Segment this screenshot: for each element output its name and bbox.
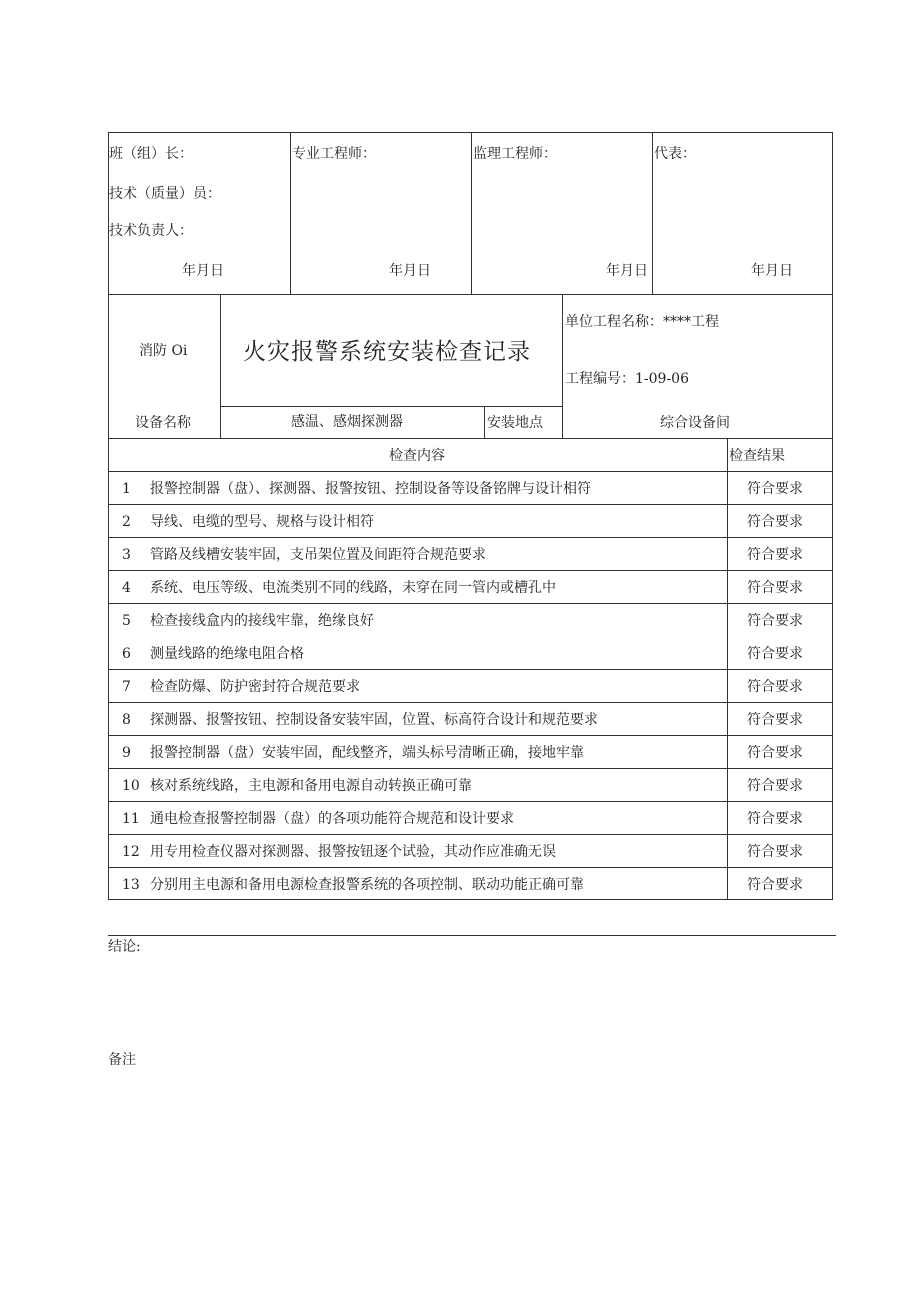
zhuanye-engineer-label: 专业工程师：	[292, 146, 376, 162]
row-number: 2	[122, 514, 131, 530]
date-label: 年月日	[751, 263, 793, 279]
row-result: 符合要求	[747, 745, 803, 761]
jishu-fuzeren-label: 技术负责人：	[109, 223, 193, 239]
row-result: 符合要求	[747, 646, 803, 662]
row-content: 测量线路的绝缘电阻合格	[150, 646, 304, 662]
install-location-value: 综合设备间	[660, 415, 730, 431]
row-result: 符合要求	[747, 613, 803, 629]
row-content: 系统、电压等级、电流类别不同的线路，未穿在同一管内或槽孔中	[150, 580, 556, 596]
row-number: 8	[122, 712, 131, 728]
date-label: 年月日	[182, 263, 224, 279]
row-content: 用专用检查仪器对探测器、报警按钮逐个试验，其动作应准确无误	[150, 844, 556, 860]
date-label: 年月日	[389, 263, 431, 279]
install-location-label: 安装地点	[487, 415, 543, 431]
row-result: 符合要求	[747, 811, 803, 827]
row-content: 报警控制器（盘）安装牢固，配线整齐，端头标号清晰正确，接地牢靠	[150, 745, 584, 761]
row-number: 6	[122, 646, 131, 662]
row-result: 符合要求	[747, 679, 803, 695]
device-name-label: 设备名称	[135, 415, 191, 431]
row-result: 符合要求	[747, 712, 803, 728]
daibiao-label: 代表：	[654, 146, 696, 162]
row-number: 4	[122, 580, 131, 596]
row-number: 13	[122, 877, 140, 893]
row-content: 管路及线槽安装牢固，支吊架位置及间距符合规范要求	[150, 547, 486, 563]
banzu-label: 班（组）长：	[109, 146, 193, 162]
row-result: 符合要求	[747, 844, 803, 860]
row-result: 符合要求	[747, 481, 803, 497]
row-result: 符合要求	[747, 547, 803, 563]
category-label: 消防 Oi	[139, 343, 188, 359]
jishu-zhiliang-label: 技术（质量）员：	[109, 186, 221, 202]
row-content: 分别用主电源和备用电源检查报警系统的各项控制、联动功能正确可靠	[150, 877, 584, 893]
row-result: 符合要求	[747, 877, 803, 893]
device-name-value: 感温、感烟探测器	[291, 414, 403, 430]
row-number: 10	[122, 778, 140, 794]
row-number: 7	[122, 679, 131, 695]
row-number: 5	[122, 613, 131, 629]
project-number: 工程编号：1-09-06	[565, 371, 689, 387]
row-number: 1	[122, 481, 131, 497]
column-header-result: 检查结果	[729, 448, 785, 464]
remarks-label: 备注	[108, 1052, 136, 1068]
column-header-content: 检查内容	[389, 448, 445, 464]
row-content: 通电检查报警控制器（盘）的各项功能符合规范和设计要求	[150, 811, 514, 827]
row-content: 探测器、报警按钮、控制设备安装牢固，位置、标高符合设计和规范要求	[150, 712, 598, 728]
row-content: 核对系统线路，主电源和备用电源自动转换正确可靠	[150, 778, 472, 794]
jianli-engineer-label: 监理工程师：	[473, 146, 557, 162]
row-number: 9	[122, 745, 131, 761]
row-number: 3	[122, 547, 131, 563]
row-number: 12	[122, 844, 140, 860]
document-title: 火灾报警系统安装检查记录	[243, 339, 531, 365]
row-content: 检查接线盒内的接线牢靠，绝缘良好	[150, 613, 374, 629]
row-content: 报警控制器（盘）、探测器、报警按钮、控制设备等设备铭牌与设计相符	[150, 481, 591, 497]
unit-project-name: 单位工程名称：****工程	[565, 314, 719, 330]
row-result: 符合要求	[747, 514, 803, 530]
conclusion-label: 结论:	[108, 939, 141, 955]
date-label: 年月日	[606, 263, 648, 279]
row-content: 导线、电缆的型号、规格与设计相符	[150, 514, 374, 530]
row-content: 检查防爆、防护密封符合规范要求	[150, 679, 360, 695]
row-number: 11	[122, 811, 140, 827]
row-result: 符合要求	[747, 580, 803, 596]
row-result: 符合要求	[747, 778, 803, 794]
